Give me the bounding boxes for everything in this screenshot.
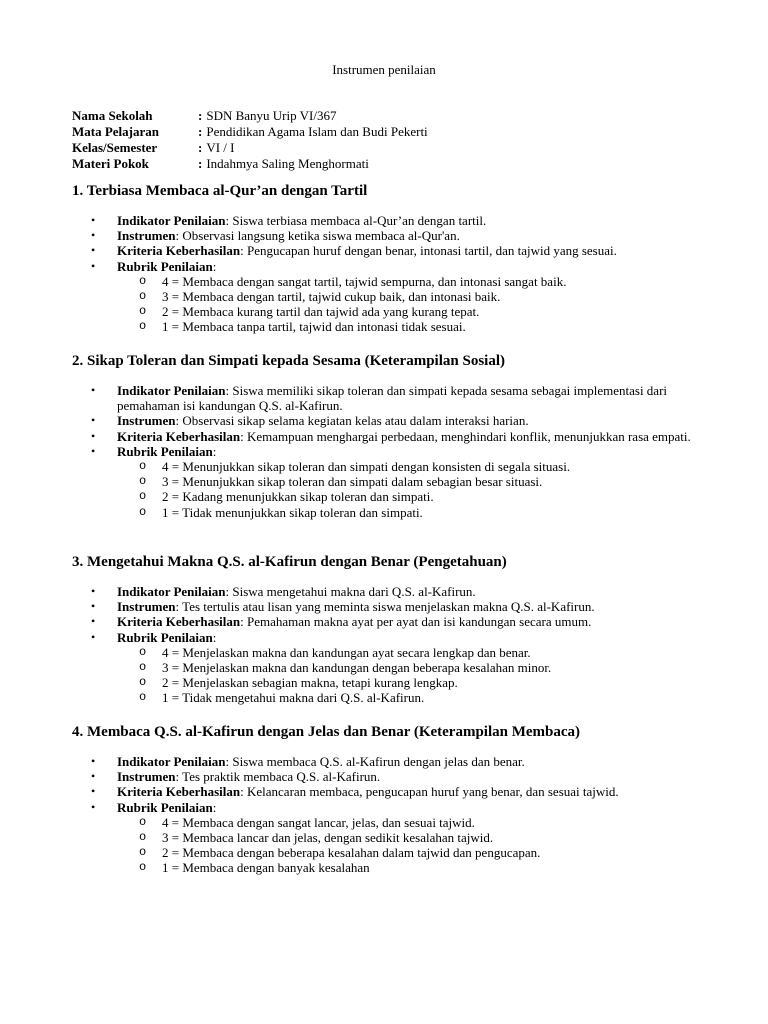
section-heading: 2. Sikap Toleran dan Simpati kepada Sesama (Keterampilan Sosial) [72,353,505,369]
item-label: Indikator Penilaian [117,383,226,398]
info-value: Indahmya Saling Menghormati [206,156,369,171]
item-text: Pemahaman makna ayat per ayat dan isi kandungan secara umum. [247,614,592,630]
rubric-item: o 1 = Tidak menunjukkan sikap toleran dan simpati. [72,505,702,520]
list-item: • Rubrik Penilaian: o 4 = Menunjukkan sikap toleran dan simpati dengan konsisten di segala situasi. o 3 = Menunjukkan sikap toleran dan simpati dalam sebagian besar situasi. o 2 = Kadang menunjukkan sikap toleran dan simpati. o 1 = Tidak menunjukkan sikap toleran dan simpati. [72,444,702,520]
rubric-item: o 3 = Membaca dengan tartil, tajwid cukup baik, dan intonasi baik. [72,289,702,304]
section-1 [72,181,702,335]
info-row [72,108,428,124]
item-text: Siswa memiliki sikap toleran dan simpati kepada sesama sebagai implementasi dari pemahaman isi kandungan Q.S. al-Kafirun. [117,383,668,414]
criteria-list [72,754,702,876]
item-label: Indikator Penilaian [117,213,226,228]
list-item: • Rubrik Penilaian: o 4 = Membaca dengan sangat lancar, jelas, dan sesuai tajwid. o 3 = Membaca lancar dan jelas, dengan sedikit kesalahan tajwid. o 2 = Membaca dengan beberapa kesalahan dalam tajwid dan pengucapan. o 1 = Membaca dengan banyak kesalahan [72,800,702,876]
list-item: • Indikator Penilaian: Siswa terbiasa membaca al-Qur’an dengan tartil. [72,213,702,228]
criteria-list [72,213,702,335]
list-item: • Indikator Penilaian: Siswa memiliki sikap toleran dan simpati kepada sesama sebagai implementasi dari pemahaman isi kandungan Q.S. al-Kafirun. [72,383,702,413]
section-2 [72,351,702,520]
item-text: Tes tertulis atau lisan yang meminta siswa menjelaskan makna Q.S. al-Kafirun. [182,599,595,615]
list-item: • Kriteria Keberhasilan: Pengucapan huruf dengan benar, intonasi tartil, dan tajwid yang sesuai. [72,243,702,258]
info-value: Pendidikan Agama Islam dan Budi Pekerti [206,124,428,139]
item-label: Instrumen [117,599,176,615]
rubric-list [117,459,702,520]
rubric-item: o 2 = Membaca kurang tartil dan tajwid ada yang kurang tepat. [72,304,702,319]
rubric-list [117,274,702,335]
list-item: • Kriteria Keberhasilan: Kelancaran membaca, pengucapan huruf yang benar, dan sesuai tajwid. [72,784,702,799]
rubric-item: o 1 = Membaca tanpa tartil, tajwid dan intonasi tidak sesuai. [72,319,702,334]
list-item: • Instrumen: Observasi langsung ketika siswa membaca al-Qur'an. [72,228,702,243]
section-heading: 4. Membaca Q.S. al-Kafirun dengan Jelas dan Benar (Keterampilan Membaca) [72,724,581,740]
list-item: • Indikator Penilaian: Siswa mengetahui makna dari Q.S. al-Kafirun. [72,584,702,599]
info-label: Mata Pelajaran [72,124,160,139]
section-heading: 1. Terbiasa Membaca al-Qur’an dengan Tartil [72,183,368,199]
rubric-list [117,815,702,876]
list-item: • Rubrik Penilaian: o 4 = Menjelaskan makna dan kandungan ayat secara lengkap dan benar. o 3 = Menjelaskan makna dan kandungan dengan beberapa kesalahan minor. o 2 = Menjelaskan sebagian makna, tetapi kurang lengkap. o 1 = Tidak mengetahui makna dari Q.S. al-Kafirun. [72,630,702,706]
item-text: Kemampuan menghargai perbedaan, menghindari konflik, menunjukkan rasa empati. [247,428,691,444]
item-label: Rubrik Penilaian [117,443,213,459]
criteria-list [72,584,702,706]
document-title: Instrumen penilaian [332,62,436,77]
item-label: Kriteria Keberhasilan [117,428,241,444]
section-4 [72,722,702,876]
info-colon: : [198,140,203,155]
item-text: Pengucapan huruf dengan benar, intonasi tartil, dan tajwid yang sesuai. [247,243,617,259]
list-item: • Instrumen: Tes tertulis atau lisan yang meminta siswa menjelaskan makna Q.S. al-Kafirun. [72,599,702,614]
item-label: Kriteria Keberhasilan [117,784,241,800]
item-label: Kriteria Keberhasilan [117,614,241,630]
info-row [72,156,428,172]
item-label: Rubrik Penilaian [117,258,213,274]
rubric-item: o 4 = Menunjukkan sikap toleran dan simpati dengan konsisten di segala situasi. [72,459,702,474]
list-item: • Rubrik Penilaian: o 4 = Membaca dengan sangat tartil, tajwid sempurna, dan intonasi sangat baik. o 3 = Membaca dengan tartil, tajwid cukup baik, dan intonasi baik. o 2 = Membaca kurang tartil dan tajwid ada yang kurang tepat. o 1 = Membaca tanpa tartil, tajwid dan intonasi tidak sesuai. [72,259,702,335]
info-colon: : [198,124,203,139]
item-text: Siswa terbiasa membaca al-Qur’an dengan tartil. [232,213,487,228]
item-text: Siswa mengetahui makna dari Q.S. al-Kafirun. [232,584,476,599]
info-colon: : [198,108,203,123]
item-label: Rubrik Penilaian [117,799,213,815]
list-item: • Indikator Penilaian: Siswa membaca Q.S. al-Kafirun dengan jelas dan benar. [72,754,702,769]
list-item: • Kriteria Keberhasilan: Pemahaman makna ayat per ayat dan isi kandungan secara umum. [72,614,702,629]
rubric-list [117,645,702,706]
info-label: Nama Sekolah [72,108,153,123]
info-label: Kelas/Semester [72,140,158,155]
item-text: Tes praktik membaca Q.S. al-Kafirun. [182,769,381,785]
item-text: Observasi sikap selama kegiatan kelas atau dalam interaksi harian. [182,413,529,429]
criteria-list [72,383,702,520]
item-label: Rubrik Penilaian [117,629,213,645]
rubric-item: o 3 = Menunjukkan sikap toleran dan simpati dalam sebagian besar situasi. [72,474,702,489]
school-info [72,108,428,172]
rubric-item: o 3 = Menjelaskan makna dan kandungan dengan beberapa kesalahan minor. [72,660,702,675]
info-row [72,140,428,156]
item-text: Kelancaran membaca, pengucapan huruf yang benar, dan sesuai tajwid. [247,784,619,800]
item-label: Instrumen [117,769,176,785]
rubric-item: o 3 = Membaca lancar dan jelas, dengan sedikit kesalahan tajwid. [72,830,702,845]
list-item: • Kriteria Keberhasilan: Kemampuan menghargai perbedaan, menghindari konflik, menunjukkan rasa empati. [72,429,702,444]
item-label: Instrumen [117,413,176,429]
rubric-item: o 1 = Tidak mengetahui makna dari Q.S. al-Kafirun. [72,690,702,705]
list-item: • Instrumen: Tes praktik membaca Q.S. al-Kafirun. [72,769,702,784]
item-label: Indikator Penilaian [117,754,226,769]
item-label: Instrumen [117,228,176,244]
item-label: Indikator Penilaian [117,584,226,599]
section-3 [72,552,702,706]
section-heading: 3. Mengetahui Makna Q.S. al-Kafirun dengan Benar (Pengetahuan) [72,554,507,570]
rubric-item: o 2 = Kadang menunjukkan sikap toleran dan simpati. [72,489,702,504]
rubric-item: o 4 = Membaca dengan sangat lancar, jelas, dan sesuai tajwid. [72,815,702,830]
info-colon: : [198,156,203,171]
rubric-item: o 4 = Membaca dengan sangat tartil, tajwid sempurna, dan intonasi sangat baik. [72,274,702,289]
rubric-item: o 2 = Membaca dengan beberapa kesalahan dalam tajwid dan pengucapan. [72,845,702,860]
info-label: Materi Pokok [72,156,149,171]
rubric-item: o 2 = Menjelaskan sebagian makna, tetapi kurang lengkap. [72,675,702,690]
item-text: Siswa membaca Q.S. al-Kafirun dengan jelas dan benar. [232,754,525,769]
rubric-item: o 4 = Menjelaskan makna dan kandungan ayat secara lengkap dan benar. [72,645,702,660]
item-label: Kriteria Keberhasilan [117,243,241,259]
info-value: SDN Banyu Urip VI/367 [206,108,337,123]
rubric-item: o 1 = Membaca dengan banyak kesalahan [72,860,702,875]
info-row [72,124,428,140]
info-value: VI / I [206,140,235,155]
list-item: • Instrumen: Observasi sikap selama kegiatan kelas atau dalam interaksi harian. [72,413,702,428]
item-text: Observasi langsung ketika siswa membaca al-Qur'an. [182,228,460,244]
